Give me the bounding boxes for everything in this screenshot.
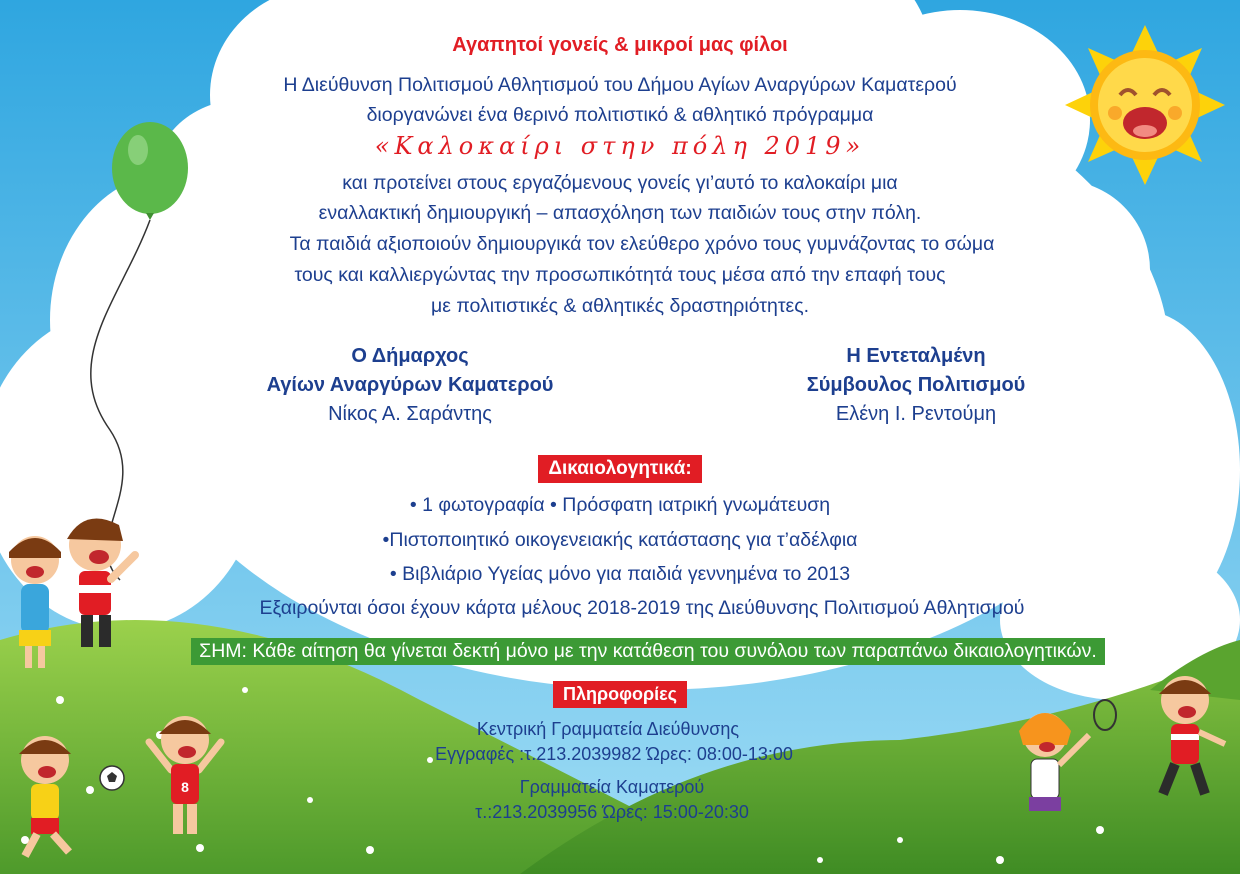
svg-text:8: 8 bbox=[181, 779, 189, 795]
greeting: Αγαπητοί γονείς & μικροί μας φίλοι bbox=[452, 34, 788, 56]
info-label-wrap bbox=[0, 681, 1240, 708]
documents-exemption: Εξαιρούνται όσοι έχουν κάρτα μέλους 2018-2019 της Διεύθυνσης Πολιτισμού Αθλητισμού bbox=[259, 597, 1025, 619]
program-title: «Καλοκαίρι στην πόλη 2019» bbox=[374, 132, 866, 160]
documents-item-2: •Πιστοποιητικό οικογενειακής κατάστασης για τ’αδέλφια bbox=[382, 529, 858, 551]
signature-councillor-name: Ελένη Ι. Ρεντούμη bbox=[835, 403, 997, 425]
info-line-1: Κεντρική Γραμματεία Διεύθυνσης bbox=[476, 719, 740, 739]
documents-item-3: • Βιβλιάριο Υγείας μόνο για παιδιά γεννημένα το 2013 bbox=[389, 563, 851, 585]
signature-mayor-subtitle: Αγίων Αναργύρων Καματερού bbox=[266, 374, 554, 396]
signature-councillor-title: Η Εντεταλμένη bbox=[846, 345, 986, 367]
info-label: Πληροφορίες bbox=[553, 681, 687, 708]
documents-label: Δικαιολογητικά: bbox=[538, 455, 701, 483]
note-wrap bbox=[28, 638, 1240, 665]
intro-line-3: και προτείνει στους εργαζόμενους γονείς γι’αυτό το καλοκαίρι μια bbox=[342, 172, 898, 194]
intro-line-5: Τα παιδιά αξιοποιούν δημιουργικά τον ελεύθερο χρόνο τους γυμνάζοντας το σώμα bbox=[289, 233, 995, 255]
note-banner: ΣΗΜ: Κάθε αίτηση θα γίνεται δεκτή μόνο με την κατάθεση του συνόλου των παραπάνω δικαιολογητικών. bbox=[191, 638, 1105, 665]
info-line-2: Εγγραφές :τ.213.2039982 Ώρες: 08:00-13:00 bbox=[435, 744, 793, 764]
intro-line-2: διοργανώνει ένα θερινό πολιτιστικό & αθλητικό πρόγραμμα bbox=[366, 104, 874, 126]
info-line-4: τ.:213.2039956 Ώρες: 15:00-20:30 bbox=[475, 802, 749, 822]
intro-line-4: εναλλακτική δημιουργική – απασχόληση των παιδιών τους στην πόλη. bbox=[318, 202, 922, 224]
signature-councillor bbox=[716, 342, 1116, 429]
intro-line-1: Η Διεύθυνση Πολιτισμού Αθλητισμού του Δήμου Αγίων Αναργύρων Καματερού bbox=[283, 74, 957, 96]
info-line-3: Γραμματεία Καματερού bbox=[519, 777, 705, 797]
documents-label-wrap bbox=[0, 455, 1240, 483]
intro-line-6: τους και καλλιεργώντας την προσωπικότητά τους μέσα από την επαφή τους bbox=[294, 264, 946, 286]
signature-councillor-subtitle: Σύμβουλος Πολιτισμού bbox=[806, 374, 1026, 396]
signature-mayor bbox=[210, 342, 610, 429]
intro-line-7: με πολιτιστικές & αθλητικές δραστηριότητες. bbox=[430, 295, 810, 317]
signature-mayor-name: Νίκος Α. Σαράντης bbox=[328, 403, 492, 425]
signature-mayor-title: Ο Δήμαρχος bbox=[351, 345, 469, 367]
documents-item-1: • 1 φωτογραφία • Πρόσφατη ιατρική γνωμάτευση bbox=[409, 494, 831, 516]
